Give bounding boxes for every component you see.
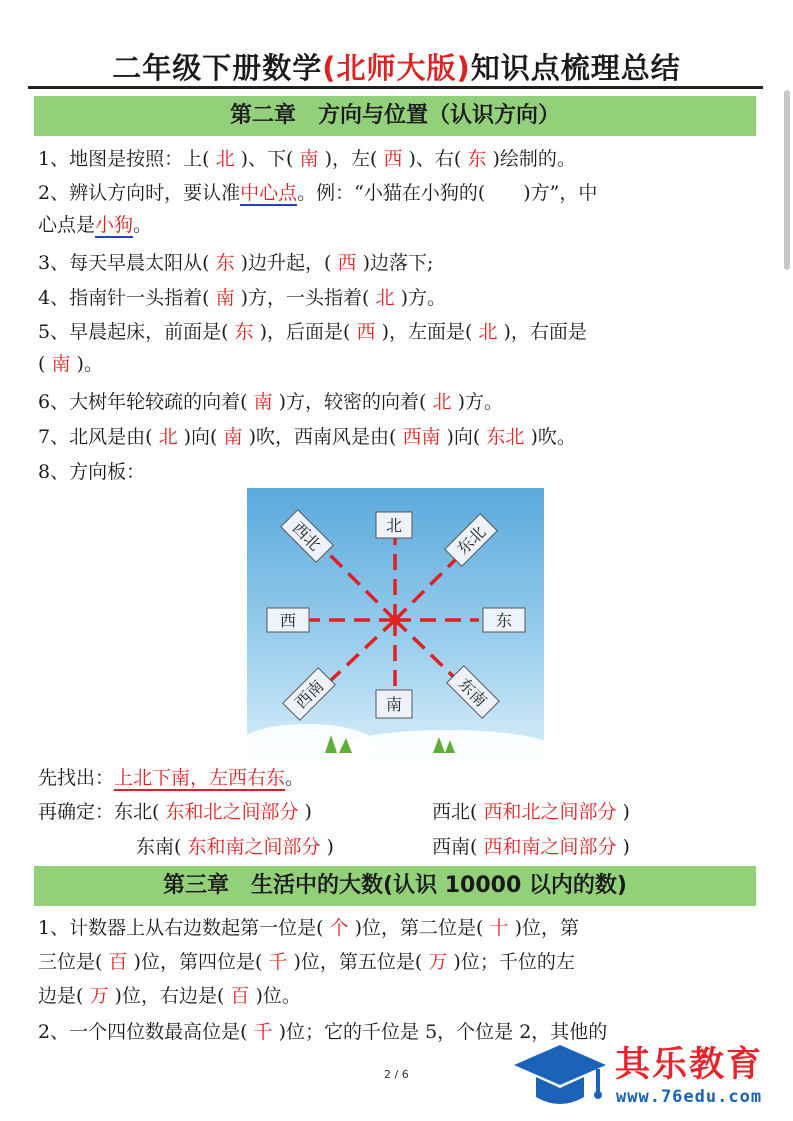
page-title: 二年级下册数学(北师大版)知识点梳理总结 (112, 51, 681, 85)
question-7: 7、北风是由( 北 )向( 南 )吹，西南风是由( 西南 )向( 东北 )吹。 (38, 426, 576, 448)
question-8: 8、方向板： (38, 461, 146, 483)
ch3-question-2: 2、一个四位数最高位是( 千 )位；它的千位是 5，个位是 2，其他的 (38, 1021, 608, 1043)
brand-url: www.76edu.com (616, 1087, 763, 1107)
chapter-2-heading: 第二章 方向与位置（认识方向） (34, 96, 756, 136)
question-6: 6、大树年轮较疏的向着( 南 )方，较密的向着( 北 )方。 (38, 391, 503, 413)
svg-text:西: 西 (279, 611, 297, 630)
question-3: 3、每天早晨太阳从( 东 )边升起，( 西 )边落下; (38, 252, 434, 274)
find-first: 先找出：上北下南，左西右东。 (38, 767, 305, 789)
svg-text:南: 南 (385, 695, 403, 714)
question-1: 1、地图是按照：上( 北 )、下( 南 )，左( 西 )、右( 东 )绘制的。 (38, 148, 576, 170)
north-label (376, 512, 412, 538)
west-label (267, 608, 309, 632)
question-2: 2、辨认方向时，要认准中心点。例：“小猫在小狗的( )方”，中 (38, 182, 598, 204)
ch3-question-1-cont2: 边是( 万 )位，右边是( 百 )位。 (38, 985, 301, 1007)
question-5-cont: ( 南 )。 (38, 353, 103, 375)
chapter-3-heading: 第三章 生活中的大数(认识 10000 以内的数) (34, 866, 756, 906)
page-number: 2 / 6 (384, 1068, 409, 1081)
svg-text:东南: 东南 (454, 674, 491, 711)
confirm-southwest: 西南( 西和南之间部分 ) (432, 836, 630, 858)
graduation-cap-icon (510, 1035, 610, 1115)
east-label (483, 608, 525, 632)
question-2-cont: 心点是小狗。 (38, 214, 153, 236)
brand-name: 其乐教育 (615, 1045, 764, 1085)
scrollbar[interactable] (784, 90, 790, 270)
svg-text:东: 东 (495, 611, 513, 630)
question-5: 5、早晨起床，前面是( 东 )，后面是( 西 )，左面是( 北 )，右面是 (38, 321, 587, 343)
svg-text:北: 北 (385, 516, 403, 535)
ch3-question-1: 1、计数器上从右边数起第一位是( 个 )位，第二位是( 十 )位，第 (38, 917, 579, 939)
brand-logo[interactable] (510, 1035, 790, 1115)
svg-text:西南: 西南 (291, 676, 328, 713)
svg-text:东北: 东北 (453, 522, 490, 559)
ch3-question-1-cont: 三位是( 百 )位，第四位是( 千 )位，第五位是( 万 )位；千位的左 (38, 951, 575, 973)
center-star-icon (390, 615, 400, 625)
compass-diagram (247, 488, 544, 758)
confirm-northwest: 西北( 西和北之间部分 ) (432, 801, 630, 823)
south-label (376, 690, 412, 718)
svg-text:西北: 西北 (288, 518, 325, 555)
confirm-southeast: 东南( 东和南之间部分 ) (136, 836, 334, 858)
title-underline (28, 86, 763, 89)
confirm-row-1: 再确定：东北( 东和北之间部分 ) (38, 801, 312, 823)
question-4: 4、指南针一头指着( 南 )方，一头指着( 北 )方。 (38, 287, 446, 309)
